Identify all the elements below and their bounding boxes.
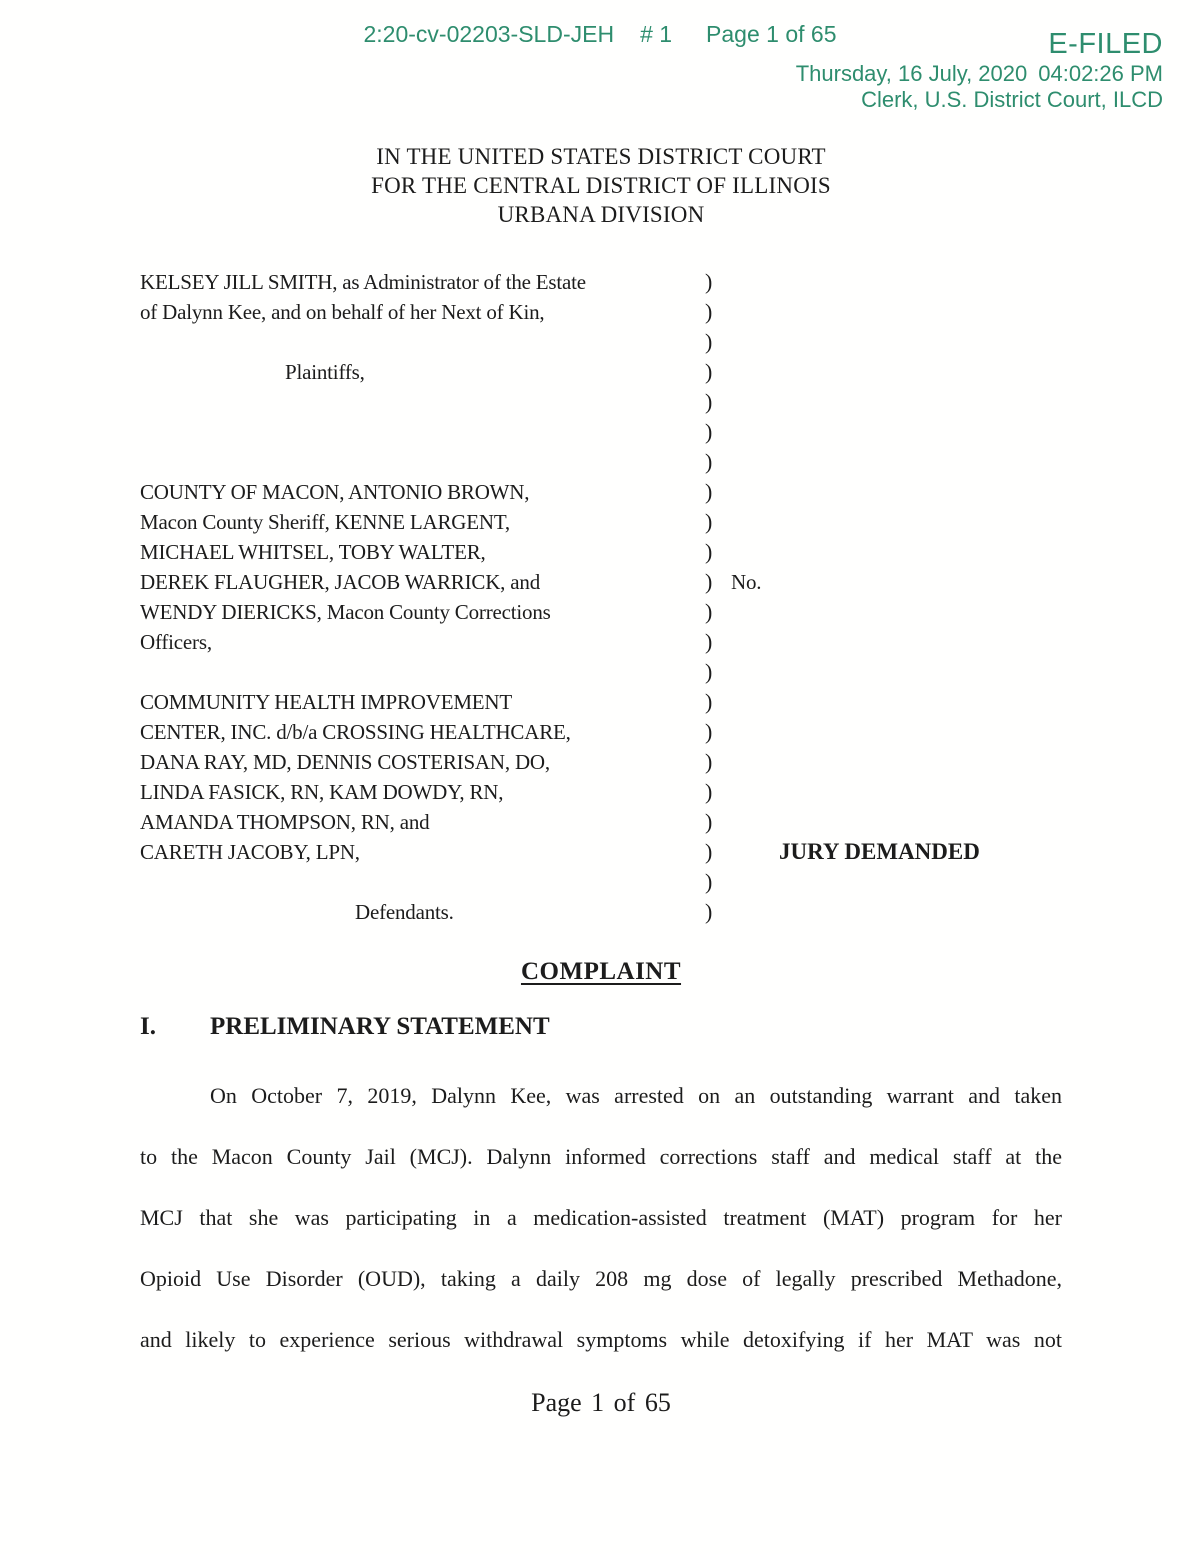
party-text: MICHAEL WHITSEL, TOBY WALTER, (140, 540, 486, 564)
body-line: to the Macon County Jail (MCJ). Dalynn informed corrections staff and medical staff at the (140, 1144, 1062, 1169)
caption-paren: ) (705, 539, 713, 564)
caption-row (140, 327, 1062, 357)
efiled-clerk: Clerk, U.S. District Court, ILCD (861, 87, 1163, 112)
caption-row (140, 567, 1062, 597)
party-text (140, 417, 705, 447)
caption-row (140, 657, 1062, 687)
party-text (140, 327, 705, 357)
efiling-stamp-header (0, 0, 1200, 130)
efiled-datetime (796, 60, 1163, 87)
efiled-label: E-FILED (1048, 28, 1163, 60)
caption-row (140, 297, 1062, 327)
caption-right-cell (727, 537, 1062, 567)
section-number: I. (140, 1013, 156, 1040)
body-line: MCJ that she was participating in a medication-assisted treatment (MAT) program for her (140, 1205, 1062, 1230)
caption-row (140, 537, 1062, 567)
caption-right-cell (727, 807, 1062, 837)
plaintiffs-designation: Plaintiffs, (285, 360, 365, 384)
party-text: DANA RAY, MD, DENNIS COSTERISAN, DO, (140, 750, 550, 774)
caption-paren: ) (705, 449, 713, 474)
caption-paren: ) (705, 779, 713, 804)
caption-right-cell (727, 897, 1062, 927)
caption-paren: ) (705, 659, 713, 684)
court-division-line: URBANA DIVISION (497, 202, 705, 227)
caption-right-cell (727, 267, 1062, 297)
party-text: of Dalynn Kee, and on behalf of her Next of Kin, (140, 300, 545, 324)
section-heading-preliminary-statement (140, 1012, 1062, 1042)
party-text: WENDY DIERICKS, Macon County Corrections (140, 600, 551, 624)
party-text: Officers, (140, 630, 212, 654)
caption-paren: ) (705, 749, 713, 774)
party-text: LINDA FASICK, RN, KAM DOWDY, RN, (140, 780, 504, 804)
caption-paren: ) (705, 689, 713, 714)
caption-right-cell (727, 597, 1062, 627)
document-number: # 1 (640, 21, 673, 47)
caption-paren: ) (705, 479, 713, 504)
caption-right-cell (727, 777, 1062, 807)
caption-row (140, 867, 1062, 897)
party-text: COUNTY OF MACON, ANTONIO BROWN, (140, 480, 530, 504)
efiled-stamp-block (796, 29, 1163, 113)
efiled-date: Thursday, 16 July, 2020 (795, 61, 1028, 86)
party-text: KELSEY JILL SMITH, as Administrator of the Estate (140, 270, 586, 294)
caption-paren: ) (705, 419, 713, 444)
caption-paren: ) (705, 359, 713, 384)
caption-row (140, 267, 1062, 297)
caption-row (140, 627, 1062, 657)
caption-row (140, 507, 1062, 537)
caption-paren: ) (705, 719, 713, 744)
party-text: CENTER, INC. d/b/a CROSSING HEALTHCARE, (140, 720, 571, 744)
caption-row (140, 597, 1062, 627)
caption-row (140, 357, 1062, 387)
caption-right-cell (727, 327, 1062, 357)
body-line: and likely to experience serious withdrawal symptoms while detoxifying if her MAT was not (140, 1327, 1062, 1352)
caption-right-cell (727, 657, 1062, 687)
page-footer: Page 1 of 65 (531, 1388, 671, 1417)
body-line: On October 7, 2019, Dalynn Kee, was arrested on an outstanding warrant and taken (210, 1083, 1062, 1108)
caption-row (140, 897, 1062, 927)
document-body (0, 130, 1200, 1418)
page-indicator: Page 1 of 65 (706, 21, 837, 47)
caption-paren: ) (705, 389, 713, 414)
caption-paren: ) (705, 269, 713, 294)
caption-row (140, 687, 1062, 717)
party-text (140, 387, 705, 417)
caption-row (140, 477, 1062, 507)
complaint-title-text: COMPLAINT (520, 958, 682, 985)
party-text (140, 867, 705, 897)
caption-row (140, 447, 1062, 477)
case-no-label: No. (731, 570, 762, 594)
party-text: AMANDA THOMPSON, RN, and (140, 810, 430, 834)
defendants-designation: Defendants. (355, 900, 454, 924)
case-caption (140, 267, 1062, 927)
caption-right-cell (727, 447, 1062, 477)
caption-right-cell (727, 687, 1062, 717)
caption-right-cell (727, 357, 1062, 387)
paragraph-preliminary-statement (140, 1083, 1062, 1353)
party-text: COMMUNITY HEALTH IMPROVEMENT (140, 690, 513, 714)
case-number: 2:20-cv-02203-SLD-JEH (363, 21, 615, 47)
party-text (140, 657, 705, 687)
caption-right-cell (727, 297, 1062, 327)
party-text: Macon County Sheriff, KENNE LARGENT, (140, 510, 510, 534)
court-name-line: IN THE UNITED STATES DISTRICT COURT (376, 144, 826, 169)
caption-paren: ) (705, 599, 713, 624)
efiled-time: 04:02:26 PM (1038, 61, 1163, 86)
complaint-title (140, 957, 1062, 987)
caption-right-cell (727, 627, 1062, 657)
caption-paren: ) (705, 839, 713, 864)
caption-right-cell (727, 417, 1062, 447)
caption-row (140, 417, 1062, 447)
caption-right-cell (727, 867, 1062, 897)
party-text: CARETH JACOBY, LPN, (140, 840, 360, 864)
caption-right-cell (727, 477, 1062, 507)
caption-paren: ) (705, 569, 713, 594)
caption-row (140, 807, 1062, 837)
party-text: DEREK FLAUGHER, JACOB WARRICK, and (140, 570, 540, 594)
caption-right-cell (727, 387, 1062, 417)
caption-row (140, 717, 1062, 747)
caption-paren: ) (705, 299, 713, 324)
caption-row (140, 777, 1062, 807)
jury-demand-label: JURY DEMANDED (779, 839, 980, 864)
caption-paren: ) (705, 629, 713, 654)
body-line: Opioid Use Disorder (OUD), taking a daily 208 mg dose of legally prescribed Methadone, (140, 1266, 1062, 1291)
caption-right-cell (727, 507, 1062, 537)
caption-row (140, 387, 1062, 417)
caption-right-cell (727, 747, 1062, 777)
caption-right-cell (727, 717, 1062, 747)
party-text (140, 447, 705, 477)
caption-row (140, 837, 1062, 867)
court-district-line: FOR THE CENTRAL DISTRICT OF ILLINOIS (371, 173, 831, 198)
caption-row (140, 747, 1062, 777)
section-title: PRELIMINARY STATEMENT (210, 1013, 550, 1040)
court-header (140, 142, 1062, 229)
caption-paren: ) (705, 899, 713, 924)
caption-paren: ) (705, 869, 713, 894)
caption-paren: ) (705, 509, 713, 534)
caption-paren: ) (705, 329, 713, 354)
caption-paren: ) (705, 809, 713, 834)
